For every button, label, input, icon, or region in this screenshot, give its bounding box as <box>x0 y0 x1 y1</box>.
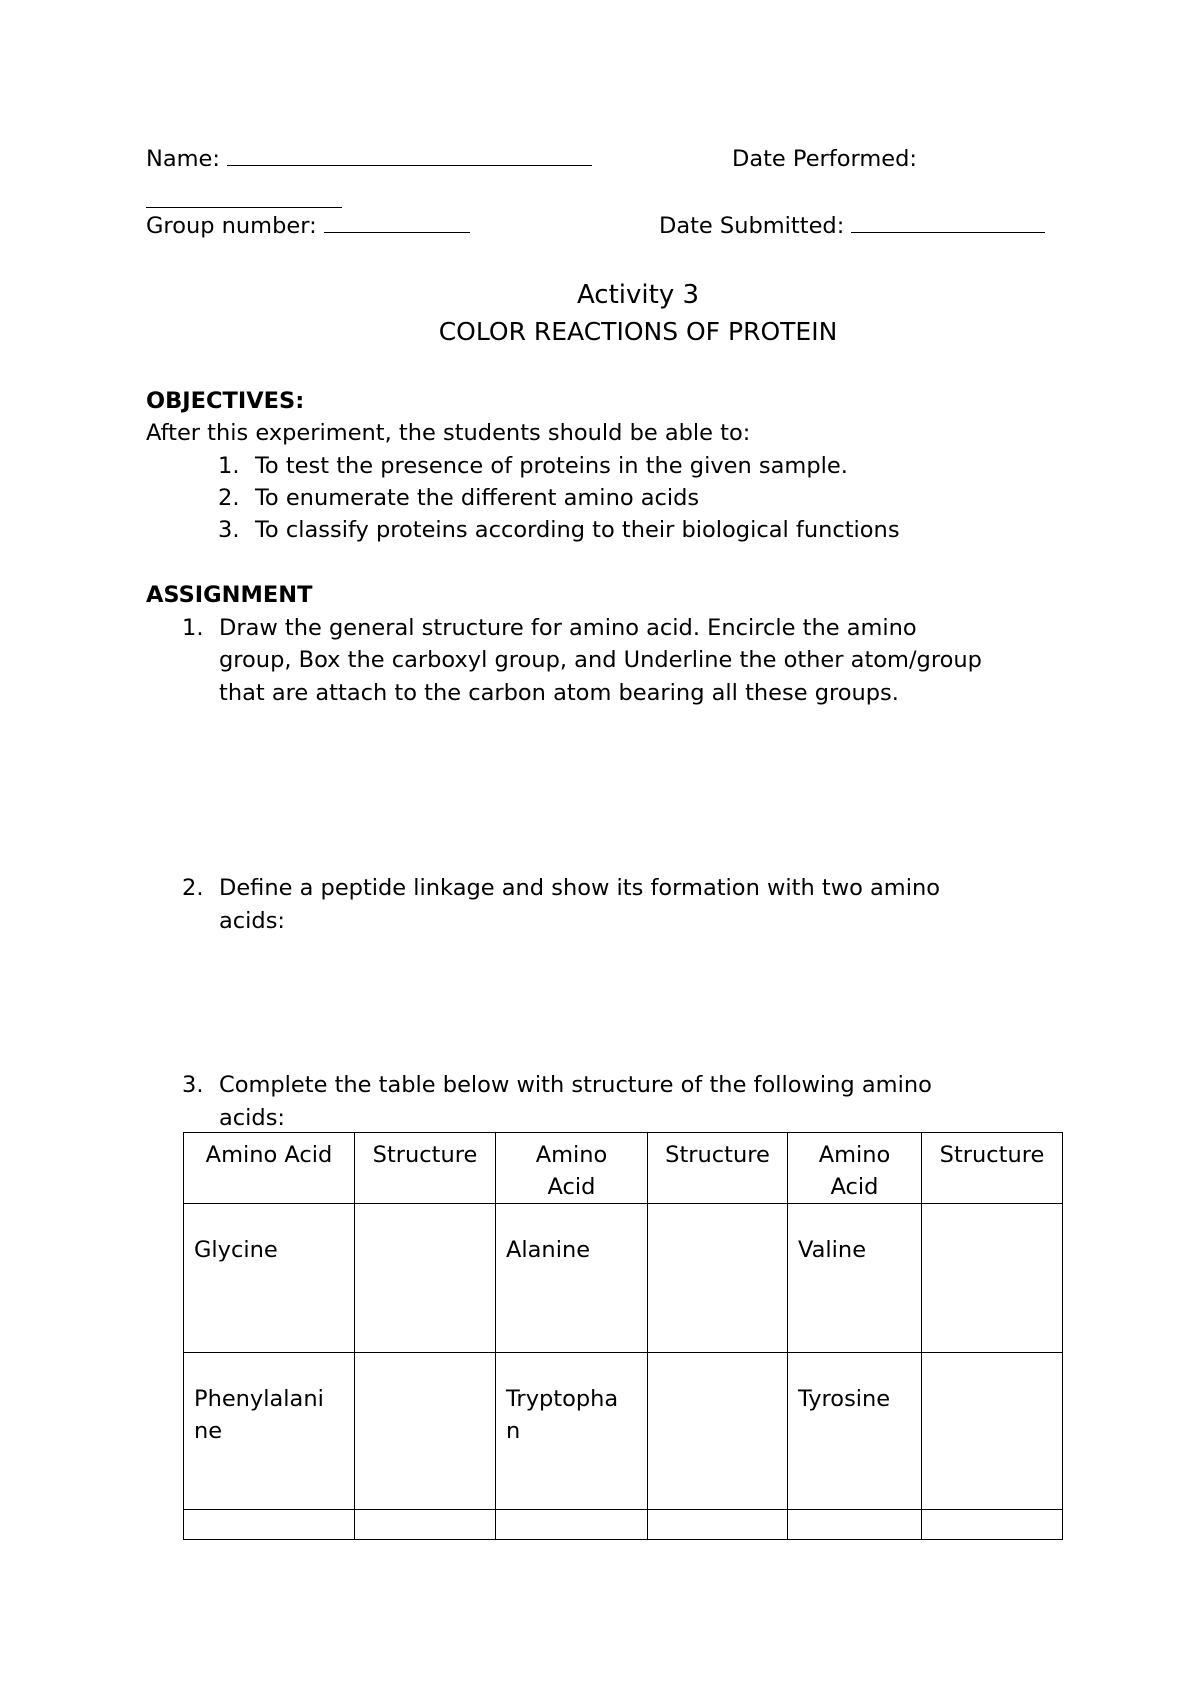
header-structure-1: Structure <box>355 1133 496 1204</box>
table-empty-row <box>184 1510 1063 1540</box>
assignment-heading: ASSIGNMENT <box>146 582 313 608</box>
question-3-line-1: Complete the table below with structure of the following amino <box>219 1072 932 1098</box>
header-amino-acid-3: Amino Acid <box>788 1133 922 1204</box>
amino-acid-table <box>183 1132 1063 1540</box>
question-3-line-2: acids: <box>219 1105 285 1131</box>
name-field <box>146 148 592 171</box>
structure-cell[interactable] <box>648 1204 788 1353</box>
group-number-blank[interactable] <box>324 232 470 233</box>
objective-item-2-number: 2. <box>218 485 240 511</box>
group-number-label: Group number: <box>146 213 317 239</box>
amino-acid-cell: Glycine <box>184 1204 355 1353</box>
question-2-line-2: acids: <box>219 908 285 934</box>
objective-item-1-number: 1. <box>218 453 240 479</box>
question-1-number: 1. <box>182 615 204 641</box>
objectives-heading: OBJECTIVES: <box>146 388 305 414</box>
question-1-line-3: that are attach to the carbon atom bearing all these groups. <box>219 680 899 706</box>
name-label: Name: <box>146 146 220 172</box>
question-3-number: 3. <box>182 1072 204 1098</box>
question-2-number: 2. <box>182 875 204 901</box>
structure-cell[interactable] <box>355 1204 496 1353</box>
structure-cell[interactable] <box>355 1353 496 1510</box>
structure-cell[interactable] <box>922 1204 1063 1353</box>
empty-cell[interactable] <box>922 1510 1063 1540</box>
objective-item-3-text: To classify proteins according to their biological functions <box>255 517 900 543</box>
activity-subtitle: COLOR REACTIONS OF PROTEIN <box>438 317 838 346</box>
structure-cell[interactable] <box>922 1353 1063 1510</box>
amino-acid-cell: Alanine <box>496 1204 648 1353</box>
name-blank[interactable] <box>227 165 592 166</box>
question-1-line-1: Draw the general structure for amino acid. Encircle the amino <box>219 615 917 641</box>
amino-acid-cell: Phenylalani ne <box>184 1353 355 1510</box>
amino-acid-cell: Valine <box>788 1204 922 1353</box>
structure-cell[interactable] <box>648 1353 788 1510</box>
amino-acid-cell: Tyrosine <box>788 1353 922 1510</box>
objectives-intro: After this experiment, the students should be able to: <box>146 420 751 446</box>
header-amino-acid-1: Amino Acid <box>184 1133 355 1204</box>
date-submitted-field <box>659 215 1045 238</box>
activity-title: Activity 3 <box>576 280 700 310</box>
objective-item-2-text: To enumerate the different amino acids <box>255 485 700 511</box>
table-row <box>184 1204 1063 1353</box>
header-structure-3: Structure <box>922 1133 1063 1204</box>
date-performed-label: Date Performed: <box>732 146 917 172</box>
empty-cell[interactable] <box>648 1510 788 1540</box>
amino-acid-cell: Tryptopha n <box>496 1353 648 1510</box>
question-2-line-1: Define a peptide linkage and show its formation with two amino <box>219 875 940 901</box>
empty-cell[interactable] <box>184 1510 355 1540</box>
group-number-field <box>146 215 470 238</box>
date-submitted-label: Date Submitted: <box>659 213 845 239</box>
date-submitted-blank[interactable] <box>851 232 1045 233</box>
header-amino-acid-2: Amino Acid <box>496 1133 648 1204</box>
objective-item-1-text: To test the presence of proteins in the given sample. <box>255 453 848 479</box>
date-performed-blank-line[interactable] <box>146 190 342 213</box>
header-structure-2: Structure <box>648 1133 788 1204</box>
empty-cell[interactable] <box>496 1510 648 1540</box>
empty-cell[interactable] <box>355 1510 496 1540</box>
table-row <box>184 1353 1063 1510</box>
objective-item-3-number: 3. <box>218 517 240 543</box>
empty-cell[interactable] <box>788 1510 922 1540</box>
question-1-line-2: group, Box the carboxyl group, and Underline the other atom/group <box>219 647 982 673</box>
table-header-row <box>184 1133 1063 1204</box>
